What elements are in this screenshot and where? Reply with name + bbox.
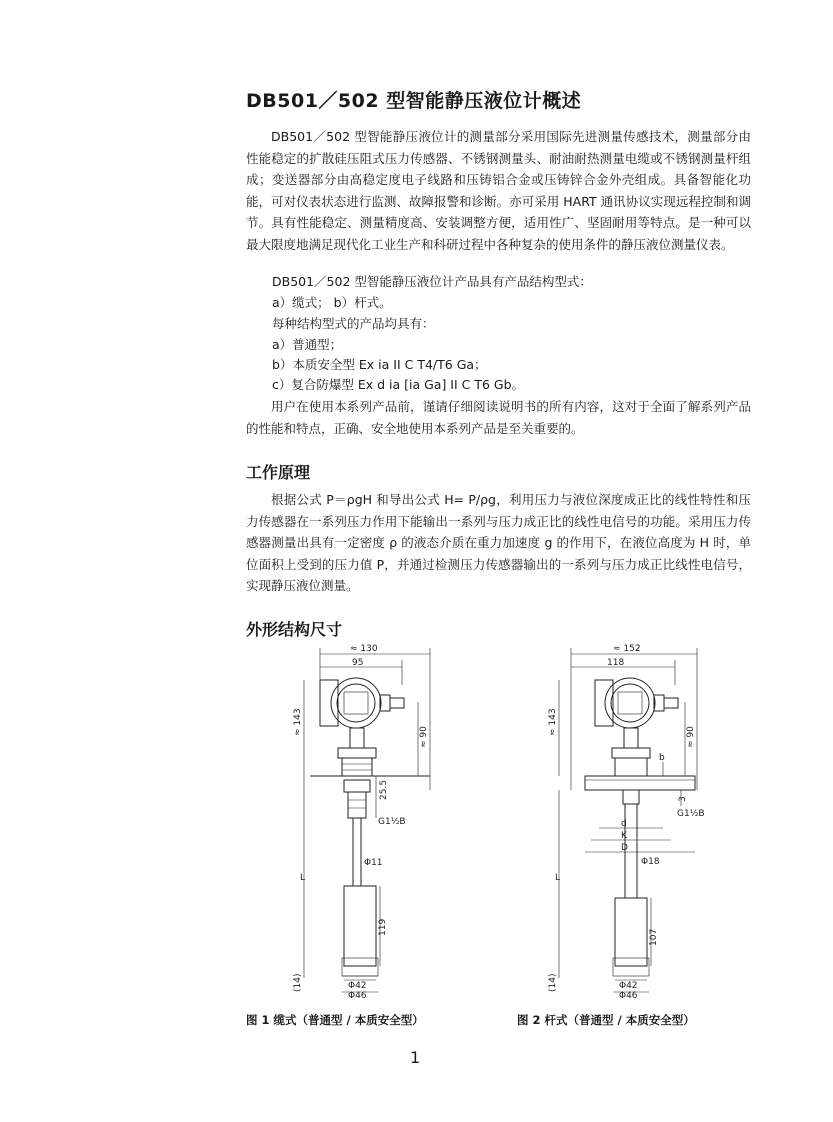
variant-a: a）普通型； — [272, 337, 343, 352]
structure-types: a）缆式； b）杆式。 — [272, 295, 392, 310]
figure-1-caption: 图 1 缆式（普通型 / 本质安全型） — [246, 1013, 424, 1027]
fig2-rod-dia: Φ18 — [641, 857, 660, 867]
principle-heading: 工作原理 — [246, 463, 311, 482]
notice-paragraph: 用户在使用本系列产品前，谨请仔细阅读说明书的所有内容，这对于全面了解系列产品的性能和特点，正确、安全地使用本系列产品是至关重要的。 — [246, 399, 751, 436]
fig1-thread-len: 25.5 — [379, 779, 389, 800]
fig1-thread: G1½B — [378, 817, 406, 827]
fig2-flange-b: b — [659, 753, 665, 763]
fig1-probe-len: 119 — [378, 918, 388, 936]
fig2-tip-mark: (14) — [548, 973, 558, 992]
fig2-flange-d: d — [621, 819, 627, 829]
fig1-height-total: ≈ 143 — [293, 708, 303, 736]
fig1-width-total: ≈ 130 — [350, 644, 378, 654]
dimensions-heading: 外形结构尺寸 — [246, 620, 343, 639]
fig2-flange-D: D — [621, 843, 628, 853]
fig1-tip-mark: (14) — [293, 973, 303, 992]
fig1-dia-outer: Φ46 — [348, 991, 367, 1001]
fig2-thread: G1½B — [677, 809, 705, 819]
fig2-dia-outer: Φ46 — [619, 991, 638, 1001]
each-type-intro: 每种结构型式的产品均具有： — [272, 316, 435, 331]
fig2-height-head: ≈ 90 — [686, 726, 696, 748]
figure-2-caption: 图 2 杆式（普通型 / 本质安全型） — [517, 1013, 695, 1027]
fig2-height-total: ≈ 143 — [548, 708, 558, 736]
fig2-flange-k: K — [621, 831, 627, 841]
page-title: DB501／502 型智能静压液位计概述 — [246, 90, 582, 112]
fig2-probe-len: 107 — [649, 928, 659, 946]
fig1-height-head: ≈ 90 — [419, 726, 429, 748]
fig2-flange-c: 3 — [678, 796, 688, 802]
fig2-dia-inner: Φ42 — [619, 981, 638, 991]
fig1-dia-inner: Φ42 — [348, 981, 367, 991]
fig2-length-mark: L — [555, 873, 561, 883]
fig1-length-mark: L — [300, 873, 306, 883]
intro-paragraph: DB501／502 型智能静压液位计的测量部分采用国际先进测量传感技术，测量部分由性能稳定的扩散硅压阻式压力传感器、不锈钢测量头、耐油耐热测量电缆或不锈钢测量杆组成；变送器部分由高稳定度电子线路和压铸铝合金或压铸锌合金外壳组成。具备智能化功能，可对仪表状态进行监测、故障报警和诊断。亦可采用 HART 通讯协议实现远程控制和调节。具有性能稳定、测量精度高、安装调整方便，适用性广、坚固耐用等特点。是一种可以最大限度地满足现代化工业生产和科研过程中各种复杂的使用条件的静压液位测量仪表。 — [246, 129, 751, 252]
fig1-cable-dia: Φ11 — [364, 858, 383, 868]
figure-1-cable-type-drawing — [290, 640, 440, 1010]
variant-b: b）本质安全型 Ex ia II C T4/T6 Ga； — [272, 357, 487, 372]
page-number: 1 — [410, 1048, 421, 1067]
principle-paragraph: 根据公式 P＝ρgH 和导出公式 H= P/ρg，利用压力与液位深度成正比的线性特性和压力传感器在一系列压力作用下能输出一系列与压力成正比的线性电信号的功能。采用压力传感器测量出具有一定密度 ρ 的液态介质在重力加速度 g 的作用下，在液位高度为 H 时，单位面积上受到的压力值 P，并通过检测压力传感器输出的一系列与压力成正比线性电信号，实现静压液位测量。 — [246, 492, 751, 593]
structure-intro: DB501／502 型智能静压液位计产品具有产品结构型式： — [272, 274, 592, 289]
fig1-width-head: 95 — [352, 658, 364, 668]
fig2-width-total: ≈ 152 — [613, 644, 641, 654]
fig2-width-head: 118 — [607, 658, 625, 668]
figure-2-rod-type-drawing — [548, 640, 715, 1010]
variant-c: c）复合防爆型 Ex d ia [ia Ga] II C T6 Gb。 — [272, 377, 525, 392]
